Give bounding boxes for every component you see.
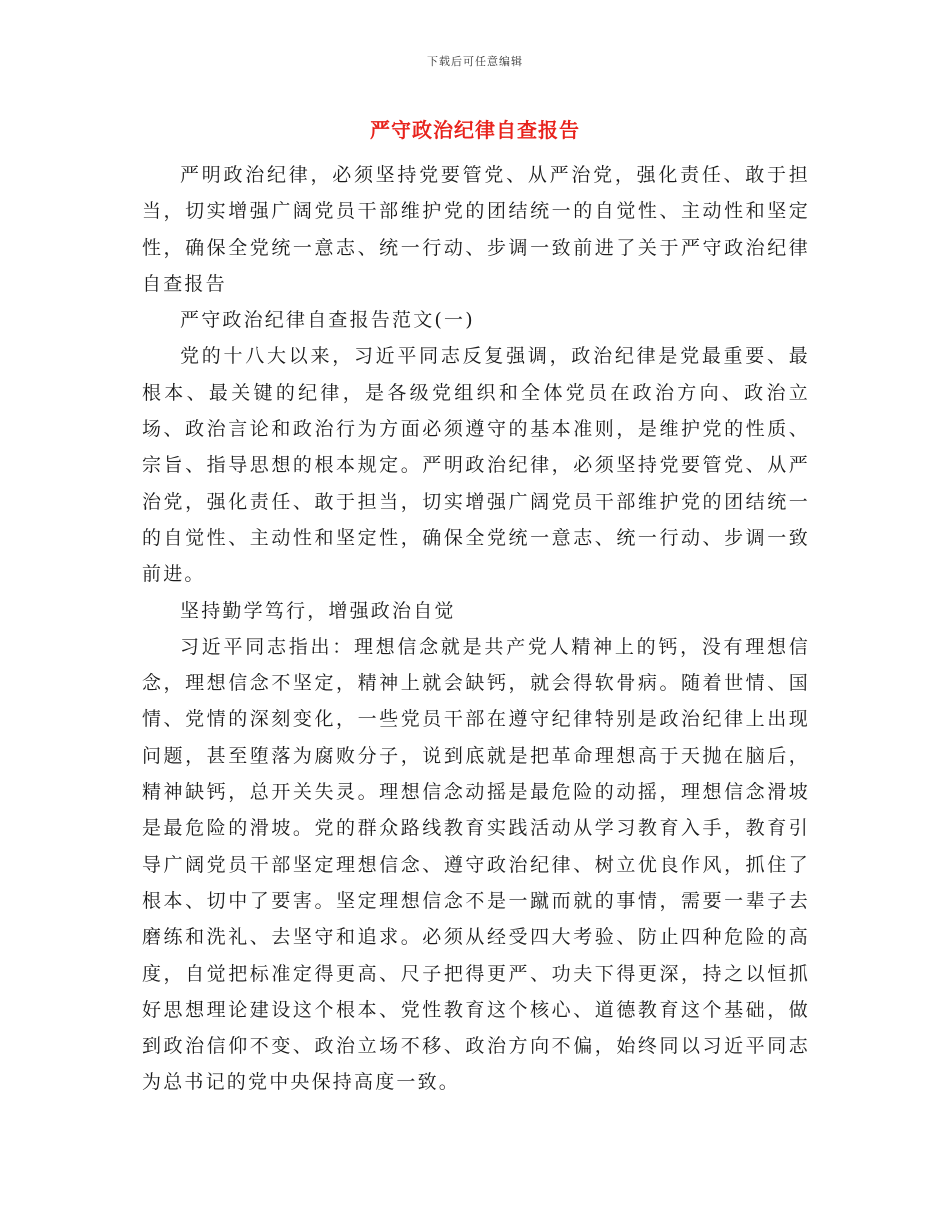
paragraph-political-discipline: 党的十八大以来，习近平同志反复强调，政治纪律是党最重要、最根本、最关键的纪律，是各级党组织和全体党员在政治方向、政治立场、政治言论和政治行为方面必须遵守的基本准则，是维护党的性质、宗旨、指导思想的根本规定。严明政治纪律，必须坚持党要管党、从严治党，强化责任、敢于担当，切实增强广阔党员干部维护党的团结统一的自觉性、主动性和坚定性，确保全党统一意志、统一行动、步调一致前进。 (142, 345, 810, 586)
page-header-note: 下载后可任意编辑 (427, 55, 523, 68)
section-heading-study-practice: 坚持勤学笃行，增强政治自觉 (180, 599, 456, 622)
document-body (142, 157, 810, 1101)
paragraph-intro: 严明政治纪律，必须坚持党要管党、从严治党，强化责任、敢于担当，切实增强广阔党员干部维护党的团结统一的自觉性、主动性和坚定性，确保全党统一意志、统一行动、步调一致前进了关于严守政治纪律自查报告 (142, 164, 810, 295)
document-title: 严守政治纪律自查报告 (370, 118, 580, 142)
section-heading-sample-one: 严守政治纪律自查报告范文(一) (180, 309, 475, 332)
paragraph-ideals-beliefs: 习近平同志指出：理想信念就是共产党人精神上的钙，没有理想信念，理想信念不坚定，精神上就会缺钙，就会得软骨病。随着世情、国情、党情的深刻变化，一些党员干部在遵守纪律特别是政治纪律上出现问题，甚至堕落为腐败分子，说到底就是把革命理想高于天抛在脑后，精神缺钙，总开关失灵。理想信念动摇是最危险的动摇，理想信念滑坡是最危险的滑坡。党的群众路线教育实践活动从学习教育入手，教育引导广阔党员干部坚定理想信念、遵守政治纪律、树立优良作风，抓住了根本、切中了要害。坚定理想信念不是一蹴而就的事情，需要一辈子去磨练和洗礼、去坚守和追求。必须从经受四大考验、防止四种危险的高度，自觉把标准定得更高、尺子把得更严、功夫下得更深，持之以恒抓好思想理论建设这个根本、党性教育这个核心、道德教育这个基础，做到政治信仰不变、政治立场不移、政治方向不偏，始终同以习近平同志为总书记的党中央保持高度一致。 (142, 635, 810, 1094)
